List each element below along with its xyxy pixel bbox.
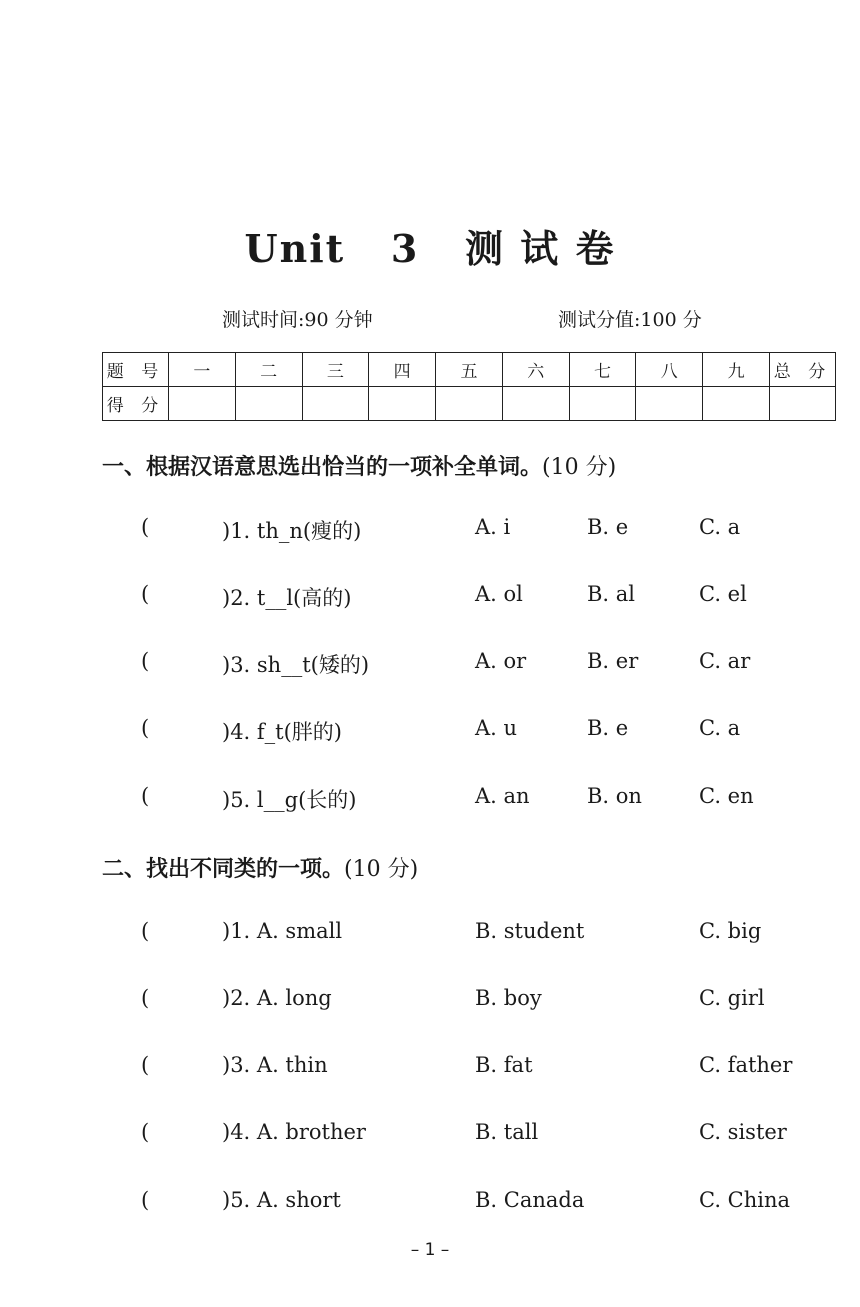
option-c: C. ar [699, 649, 751, 673]
score-input-cell[interactable] [770, 387, 836, 421]
option-c: C. el [699, 582, 747, 606]
option-c: C. father [699, 1053, 793, 1077]
option-c: C. en [699, 784, 754, 808]
score-table-header-row [103, 353, 836, 387]
question-text: )5. l__g(长的) [222, 788, 357, 812]
score-input-cell[interactable] [636, 387, 703, 421]
score-table-score-row [103, 387, 836, 421]
option-c: C. a [699, 515, 741, 539]
page-number: – 1 – [410, 1240, 450, 1260]
question-text: )1. th_n(瘦的) [222, 519, 362, 543]
score-table-cell: 总 分 [770, 353, 836, 387]
question-text: )3. sh__t(矮的) [222, 653, 370, 677]
section2-title-text: 二、找出不同类的一项。 [102, 857, 345, 882]
page-title: Unit 3 测 试 卷 [244, 226, 616, 271]
score-table-cell: 一 [169, 353, 236, 387]
option-b: B. fat [475, 1053, 533, 1077]
score-input-cell[interactable] [703, 387, 770, 421]
answer-blank[interactable]: ( [141, 716, 150, 740]
option-b: B. e [587, 515, 629, 539]
score-input-cell[interactable] [235, 387, 302, 421]
option-a: A. ol [475, 582, 523, 606]
answer-blank[interactable]: ( [141, 515, 150, 539]
question-text: )5. A. short [222, 1188, 341, 1212]
list-item [0, 582, 860, 616]
option-c: C. sister [699, 1120, 787, 1144]
option-b: B. student [475, 919, 585, 943]
list-item [0, 1188, 860, 1222]
question-text: )2. t__l(高的) [222, 586, 352, 610]
option-b: B. e [587, 716, 629, 740]
answer-blank[interactable]: ( [141, 986, 150, 1010]
score-input-cell[interactable] [369, 387, 436, 421]
option-b: B. Canada [475, 1188, 585, 1212]
option-b: B. al [587, 582, 636, 606]
option-c: C. a [699, 716, 741, 740]
option-c: C. big [699, 919, 762, 943]
score-table-cell: 三 [302, 353, 369, 387]
score-table-cell: 二 [235, 353, 302, 387]
score-table-cell: 九 [703, 353, 770, 387]
list-item [0, 1053, 860, 1087]
list-item [0, 919, 860, 953]
score-table-cell: 得 分 [103, 387, 169, 421]
answer-blank[interactable]: ( [141, 1188, 150, 1212]
option-a: A. or [475, 649, 527, 673]
section1-points: (10 分) [542, 455, 617, 480]
score-table-cell: 六 [502, 353, 569, 387]
score-table-cell: 题 号 [103, 353, 169, 387]
score-input-cell[interactable] [569, 387, 636, 421]
score-table-cell: 五 [436, 353, 503, 387]
answer-blank[interactable]: ( [141, 582, 150, 606]
score-input-cell[interactable] [169, 387, 236, 421]
option-b: B. tall [475, 1120, 539, 1144]
answer-blank[interactable]: ( [141, 1053, 150, 1077]
section2-title [102, 852, 418, 883]
list-item [0, 1120, 860, 1154]
score-table-cell: 八 [636, 353, 703, 387]
score-input-cell[interactable] [502, 387, 569, 421]
answer-blank[interactable]: ( [141, 1120, 150, 1144]
option-a: A. u [475, 716, 518, 740]
list-item [0, 784, 860, 818]
section1-title [102, 450, 616, 481]
list-item [0, 515, 860, 549]
option-a: A. an [475, 784, 530, 808]
section1-title-text: 一、根据汉语意思选出恰当的一项补全单词。 [102, 455, 543, 480]
option-c: C. China [699, 1188, 791, 1212]
score-table-cell: 四 [369, 353, 436, 387]
answer-blank[interactable]: ( [141, 784, 150, 808]
test-score: 测试分值:100 分 [558, 309, 702, 331]
option-b: B. on [587, 784, 642, 808]
question-text: )4. f_t(胖的) [222, 720, 343, 744]
question-text: )3. A. thin [222, 1053, 328, 1077]
section2-points: (10 分) [344, 857, 419, 882]
answer-blank[interactable]: ( [141, 649, 150, 673]
answer-blank[interactable]: ( [141, 919, 150, 943]
score-table-cell: 七 [569, 353, 636, 387]
score-input-cell[interactable] [436, 387, 503, 421]
option-c: C. girl [699, 986, 765, 1010]
option-b: B. er [587, 649, 639, 673]
question-text: )2. A. long [222, 986, 332, 1010]
score-table [102, 352, 836, 421]
test-time: 测试时间:90 分钟 [222, 309, 373, 331]
list-item [0, 649, 860, 683]
score-input-cell[interactable] [302, 387, 369, 421]
option-b: B. boy [475, 986, 542, 1010]
question-text: )1. A. small [222, 919, 343, 943]
option-a: A. i [475, 515, 511, 539]
list-item [0, 716, 860, 750]
question-text: )4. A. brother [222, 1120, 366, 1144]
list-item [0, 986, 860, 1020]
